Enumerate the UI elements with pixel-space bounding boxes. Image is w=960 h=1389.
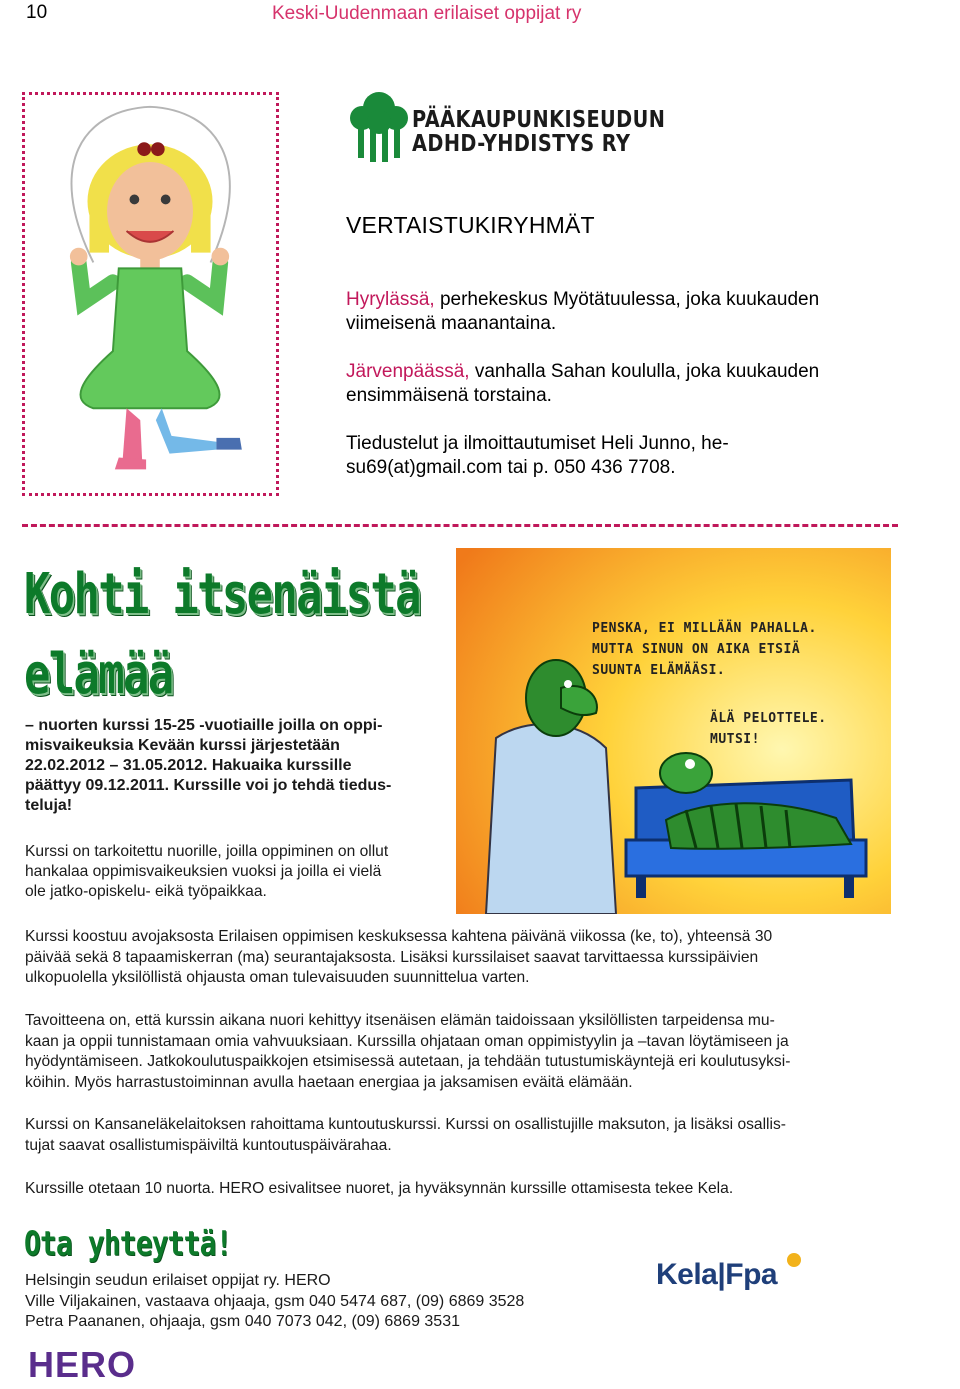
kela-mark-icon [786,1252,802,1268]
publication-title: Keski-Uudenmaan erilaiset oppijat ry [272,3,582,24]
body-paragraph-4 [25,1179,887,1200]
page-number: 10 [26,2,48,23]
course-intro [25,842,445,902]
contact-title: Ota yhteyttä! [24,1224,232,1264]
intro-line: hankalaa oppimisvaikeuksien vuoksi ja joilla ei vielä [25,863,382,880]
paragraph-line: Tavoitteena on, että kurssin aikana nuori kehittyy itsenäisen elämän taidoissaan yksilöllisten tarpeidensa mu- [25,1012,775,1029]
tree-icon [346,90,412,164]
paragraph-line: tujat saavat osallistumispäiviltä kuntoutuspäivärahaa. [25,1136,392,1154]
speech-bubble-1 [592,618,817,681]
speech-bubble-2 [710,708,827,750]
contact-person-1: Ville Viljakainen, vastaava ohjaaja, gsm 040 5474 687, (09) 6869 3528 [25,1293,525,1310]
kela-logo-text: Kela|Fpa [656,1258,778,1291]
peer-groups-heading: VERTAISTUKIRYHMÄT [346,212,595,238]
place-name: Järvenpäässä, [346,361,470,382]
place-detail-cont: ensimmäisenä torstaina. [346,385,552,406]
intro-line: Kurssi on tarkoitettu nuorille, joilla oppiminen on ollut [25,843,389,860]
bubble-line: ÄLÄ PELOTTELE. [710,711,827,726]
contact-person-2: Petra Paananen, ohjaaja, gsm 040 7073 042, (09) 6869 3531 [25,1313,460,1330]
paragraph-line: Kurssi koostuu avojaksosta Erilaisen oppimisen keskuksessa kahtena päivänä viikossa (ke, to), yhteensä 30 [25,928,773,945]
subtitle-line: päättyy 09.12.2011. Kurssille voi jo tehdä tiedus- [25,777,392,794]
paragraph-line: kaan ja oppii tunnistamaan omia vahvuuksiaan. Kurssilla ohjataan oman oppimistyylin ja –tavan löytämiseen ja [25,1032,789,1050]
place-detail: vanhalla Sahan koululla, joka kuukauden [469,361,820,382]
paragraph-line: ulkopuolella yksilöllistä ohjausta oman tulevaisuuden suunnittelua varten. [25,969,530,986]
peer-group-hyryla [346,288,926,336]
course-title-line: Kohti itsenäistä [24,562,420,627]
dragon-comic-illustration [456,548,891,914]
intro-line: ole jatko-opiskelu- eikä työpaikkaa. [25,883,267,900]
subtitle-line: misvaikeuksia Kevään kurssi järjestetään [25,737,340,754]
course-title [24,555,420,715]
bubble-line: MUTTA SINUN ON AIKA ETSIÄ [592,642,801,657]
place-detail-cont: viimeisenä maanantaina. [346,313,557,334]
contact-organization: Helsingin seudun erilaiset oppijat ry. HERO [25,1272,331,1289]
subtitle-line: – nuorten kurssi 15-25 -vuotiaille joilla on oppi- [25,717,383,734]
place-detail: perhekeskus Myötätuulessa, joka kuukauden [434,289,820,310]
logo-line-2: ADHD-YHDISTYS RY [412,131,631,157]
adhd-association-logo [346,90,666,164]
body-paragraph-2 [25,1011,887,1093]
bubble-line: SUUNTA ELÄMÄÄSI. [592,663,726,678]
peer-group-jarvenpaa [346,360,926,408]
course-subtitle [25,716,435,816]
section-divider [22,524,898,527]
bubble-line: MUTSI! [710,732,760,747]
body-paragraph-3 [25,1115,887,1156]
paragraph-line: päivää sekä 8 tapaamiskerran (ma) seurantajaksosta. Lisäksi kurssilaiset saavat tarvittaessa kurssipäivien [25,948,759,966]
logo-line-1: PÄÄKAUPUNKISEUDUN [412,107,666,133]
bubble-line: PENSKA, EI MILLÄÄN PAHALLA. [592,621,817,636]
contact-line: su69(at)gmail.com tai p. 050 436 7708. [346,457,676,478]
paragraph-line: Kurssi on Kansaneläkelaitoksen rahoittama kuntoutuskurssi. Kurssi on osallistujille maksuton, ja lisäksi osallis- [25,1116,786,1133]
paragraph-line: Kurssille otetaan 10 nuorta. HERO esivalitsee nuoret, ja hyväksynnän kurssille ottamisesta tekee Kela. [25,1180,734,1197]
kela-logo [656,1252,806,1296]
subtitle-line: 22.02.2012 – 31.05.2012. Hakuaika kurssille [25,757,352,774]
contact-line: Tiedustelut ja ilmoittautumiset Heli Junno, he- [346,433,729,454]
hero-logo [28,1344,168,1384]
girl-illustration [22,92,279,496]
course-title-line: elämää [24,642,173,707]
hero-logo-text: HERO [28,1344,137,1385]
subtitle-line: teluja! [25,797,73,814]
place-name: Hyrylässä, [346,289,435,310]
peer-group-contact [346,432,926,480]
paragraph-line: köihin. Myös harrastustoiminnan avulla haetaan energiaa ja jaksamisen eväitä elämään. [25,1073,633,1091]
body-paragraph-1 [25,927,887,989]
paragraph-line: hyödyntämiseen. Jatkokoulutuspaikkojen etsimisessä autetaan, ja tehdään tutustumiskäyntejä eri koulutusyksi- [25,1053,791,1070]
